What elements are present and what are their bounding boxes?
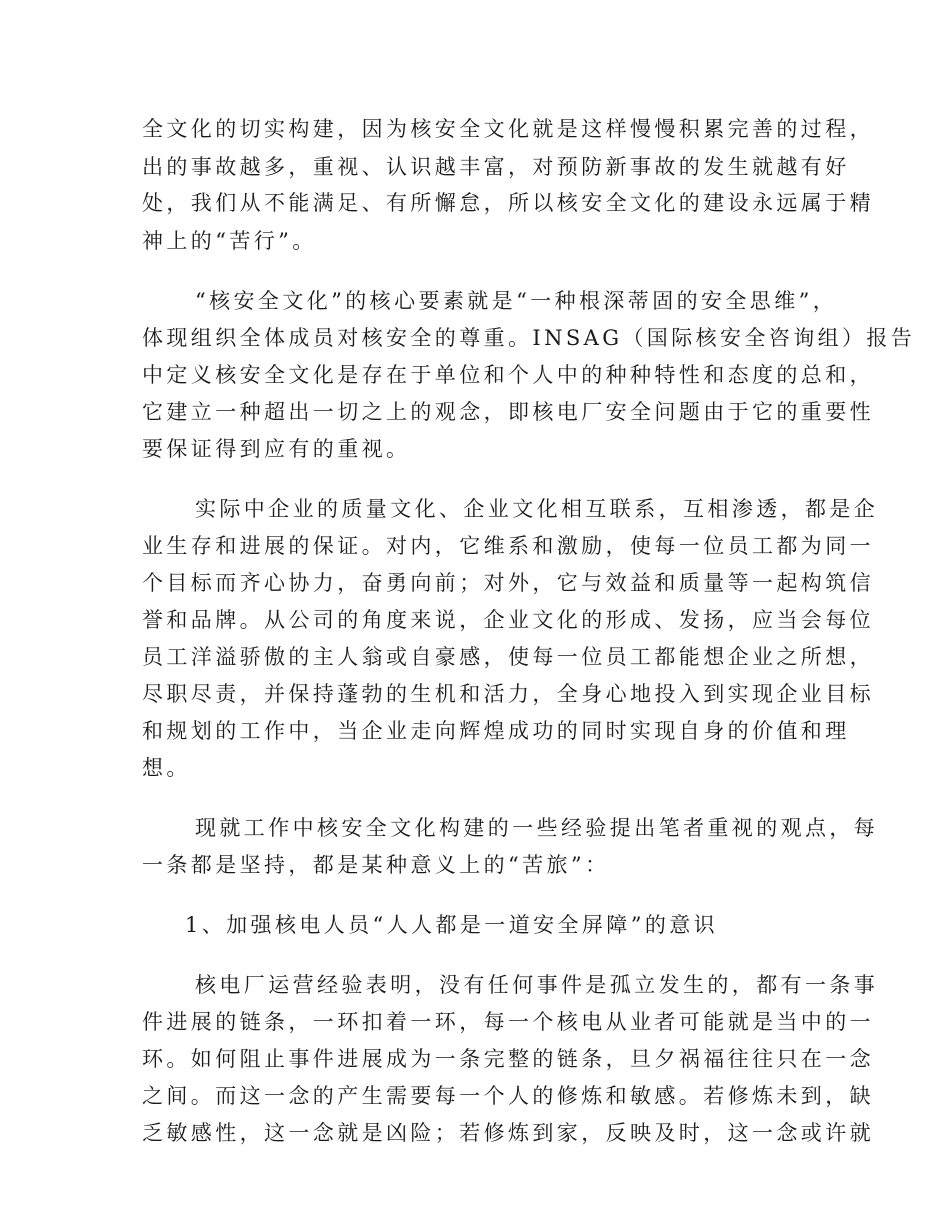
paragraph-4-line-2: 一条都是坚持，都是某种意义上的“苦旅”： — [142, 853, 610, 877]
paragraph-3-line-3: 个目标而齐心协力，奋勇向前；对外，它与效益和质量等一起构筑信 — [142, 571, 874, 595]
paragraph-6-line-5: 乏敏感性，这一念就是凶险；若修炼到家，反映及时，这一念或许就 — [142, 1121, 874, 1145]
paragraph-2-line-5: 要保证得到应有的重视。 — [142, 437, 411, 461]
paragraph-3-line-1: 实际中企业的质量文化、企业文化相互联系，互相渗透，都是企 — [195, 497, 879, 521]
paragraph-3-line-6: 尽职尽责，并保持蓬勃的生机和活力，全身心地投入到实现企业目标 — [142, 682, 874, 706]
paragraph-6-line-1: 核电厂运营经验表明，没有任何事件是孤立发生的，都有一条事 — [195, 973, 879, 997]
paragraph-3-line-7: 和规划的工作中，当企业走向辉煌成功的同时实现自身的价值和理 — [142, 719, 850, 743]
paragraph-1-line-1: 全文化的切实构建，因为核安全文化就是这样慢慢积累完善的过程， — [142, 117, 874, 141]
paragraph-2-line-1: “核安全文化”的核心要素就是“一种根深蒂固的安全思维”， — [195, 289, 838, 313]
paragraph-2-line-4: 它建立一种超出一切之上的观念，即核电厂安全问题由于它的重要性 — [142, 400, 874, 424]
paragraph-6-line-4: 之间。而这一念的产生需要每一个人的修炼和敏感。若修炼未到，缺 — [142, 1084, 874, 1108]
section-heading-1: 1、加强核电人员“人人都是一道安全屏障”的意识 — [185, 913, 719, 937]
paragraph-3-line-5: 员工洋溢骄傲的主人翁或自豪感，使每一位员工都能想企业之所想， — [142, 645, 874, 669]
paragraph-1-line-2: 出的事故越多，重视、认识越丰富，对预防新事故的发生就越有好 — [142, 155, 850, 179]
paragraph-1-line-3: 处，我们从不能满足、有所懈怠，所以核安全文化的建设永远属于精 — [142, 191, 874, 215]
paragraph-3-line-2: 业生存和进展的保证。对内，它维系和激励，使每一位员工都为同一 — [142, 534, 874, 558]
paragraph-2-line-2: 体现组织全体成员对核安全的尊重。INSAG（国际核安全咨询组）报告 — [142, 326, 916, 350]
paragraph-6-line-2: 件进展的链条，一环扣着一环，每一个核电从业者可能就是当中的一 — [142, 1010, 874, 1034]
paragraph-1-line-4: 神上的“苦行”。 — [142, 229, 317, 253]
paragraph-6-line-3: 环。如何阻止事件进展成为一条完整的链条，旦夕祸福往往只在一念 — [142, 1047, 874, 1071]
paragraph-3-line-4: 誉和品牌。从公司的角度来说，企业文化的形成、发扬，应当会每位 — [142, 608, 874, 632]
paragraph-2-line-3: 中定义核安全文化是存在于单位和个人中的种种特性和态度的总和， — [142, 363, 874, 387]
paragraph-3-line-8: 想。 — [142, 756, 191, 780]
paragraph-4-line-1: 现就工作中核安全文化构建的一些经验提出笔者重视的观点，每 — [195, 816, 879, 840]
